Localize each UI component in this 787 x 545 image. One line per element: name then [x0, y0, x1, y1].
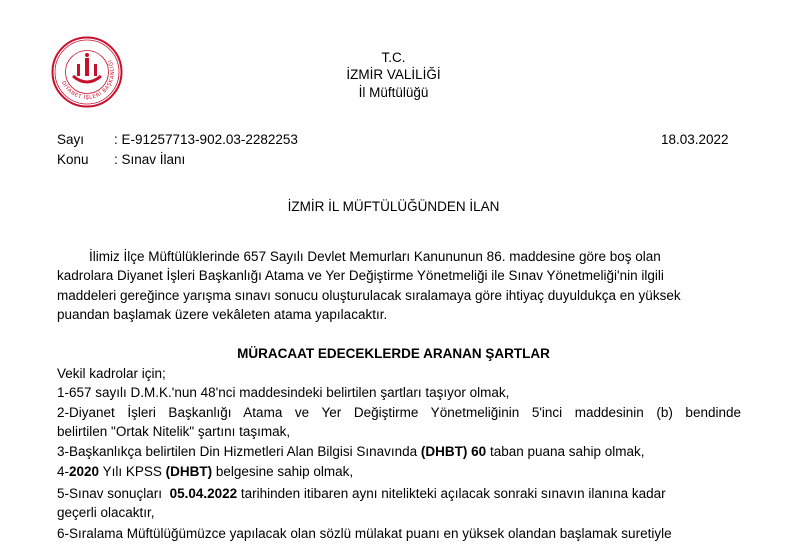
- condition-4-pre: 4-: [57, 464, 70, 479]
- conditions-lead: Vekil kadrolar için;: [57, 366, 166, 381]
- condition-5-post: tarihinden itibaren aynı nitelikteki açılacak sonraki sınavın ilanına kadar: [237, 486, 666, 501]
- announcement-title: İZMİR İL MÜFTÜLÜĞÜNDEN İLAN: [287, 199, 500, 214]
- condition-4-year: 2020: [69, 464, 100, 479]
- condition-4: [57, 464, 353, 479]
- section-title: MÜRACAAT EDECEKLERDE ARANAN ŞARTLAR: [237, 346, 550, 361]
- condition-5-pre: 5-Sınav sonuçları: [57, 486, 170, 501]
- condition-3-bold: (DHBT) 60: [420, 444, 487, 459]
- intro-line-3: maddeleri gereğince yarışma sınavı sonucu oluşturulacak sıralamaya göre ihtiyaç duyuldukça en yüksek: [57, 288, 681, 303]
- condition-4-mid: Yılı KPSS: [99, 464, 166, 479]
- document-date: 18.03.2022: [661, 132, 729, 147]
- intro-line-1: İlimiz İlçe Müftülüklerinde 657 Sayılı Devlet Memurları Kanununun 86. maddesine göre boş olan: [89, 249, 661, 264]
- header-tc: T.C.: [381, 50, 406, 65]
- condition-5-date: 05.04.2022: [169, 486, 238, 501]
- seal-text: DİYANET İŞLERİ BAŞKANLIĞI: [60, 58, 117, 102]
- konu-label: Konu: [57, 152, 89, 167]
- condition-2b: belirtilen "Ortak Nitelik" şartını taşımak,: [57, 424, 291, 439]
- condition-6: 6-Sıralama Müftülüğümüzce yapılacak olan sözlü mülakat puanı en yüksek olandan başlamak suretiyle: [57, 526, 672, 541]
- condition-3: [57, 444, 645, 459]
- sayi-value: : E-91257713-902.03-2282253: [114, 132, 298, 147]
- condition-4-post: belgesine sahip olmak,: [212, 464, 354, 479]
- condition-5b: geçerli olacaktır,: [57, 505, 155, 520]
- condition-2a: 2-Diyanet İşleri Başkanlığı Atama ve Yer Değiştirme Yönetmeliğinin 5'inci maddesinin (b) bendinde: [57, 405, 741, 420]
- konu-value: : Sınav İlanı: [114, 152, 186, 167]
- intro-line-2: kadrolara Diyanet İşleri Başkanlığı Atama ve Yer Değiştirme Yönetmeliği ile Sınav Yönetmeliği'nin ilgili: [57, 268, 664, 283]
- condition-1: 1-657 sayılı D.M.K.'nun 48'nci maddesindeki belirtilen şartları taşıyor olmak,: [57, 385, 510, 400]
- header-muftuluk: İl Müftülüğü: [358, 85, 429, 100]
- header-valilik: İZMİR VALİLİĞİ: [346, 67, 441, 82]
- condition-3-post: taban puana sahip olmak,: [486, 444, 645, 459]
- condition-4-dhbt: (DHBT): [165, 464, 213, 479]
- condition-3-pre: 3-Başkanlıkça belirtilen Din Hizmetleri Alan Bilgisi Sınavında: [57, 444, 421, 459]
- condition-5: [57, 486, 666, 501]
- sayi-label: Sayı: [57, 132, 85, 147]
- intro-line-4: puandan başlamak üzere vekâleten atama yapılacaktır.: [57, 307, 388, 322]
